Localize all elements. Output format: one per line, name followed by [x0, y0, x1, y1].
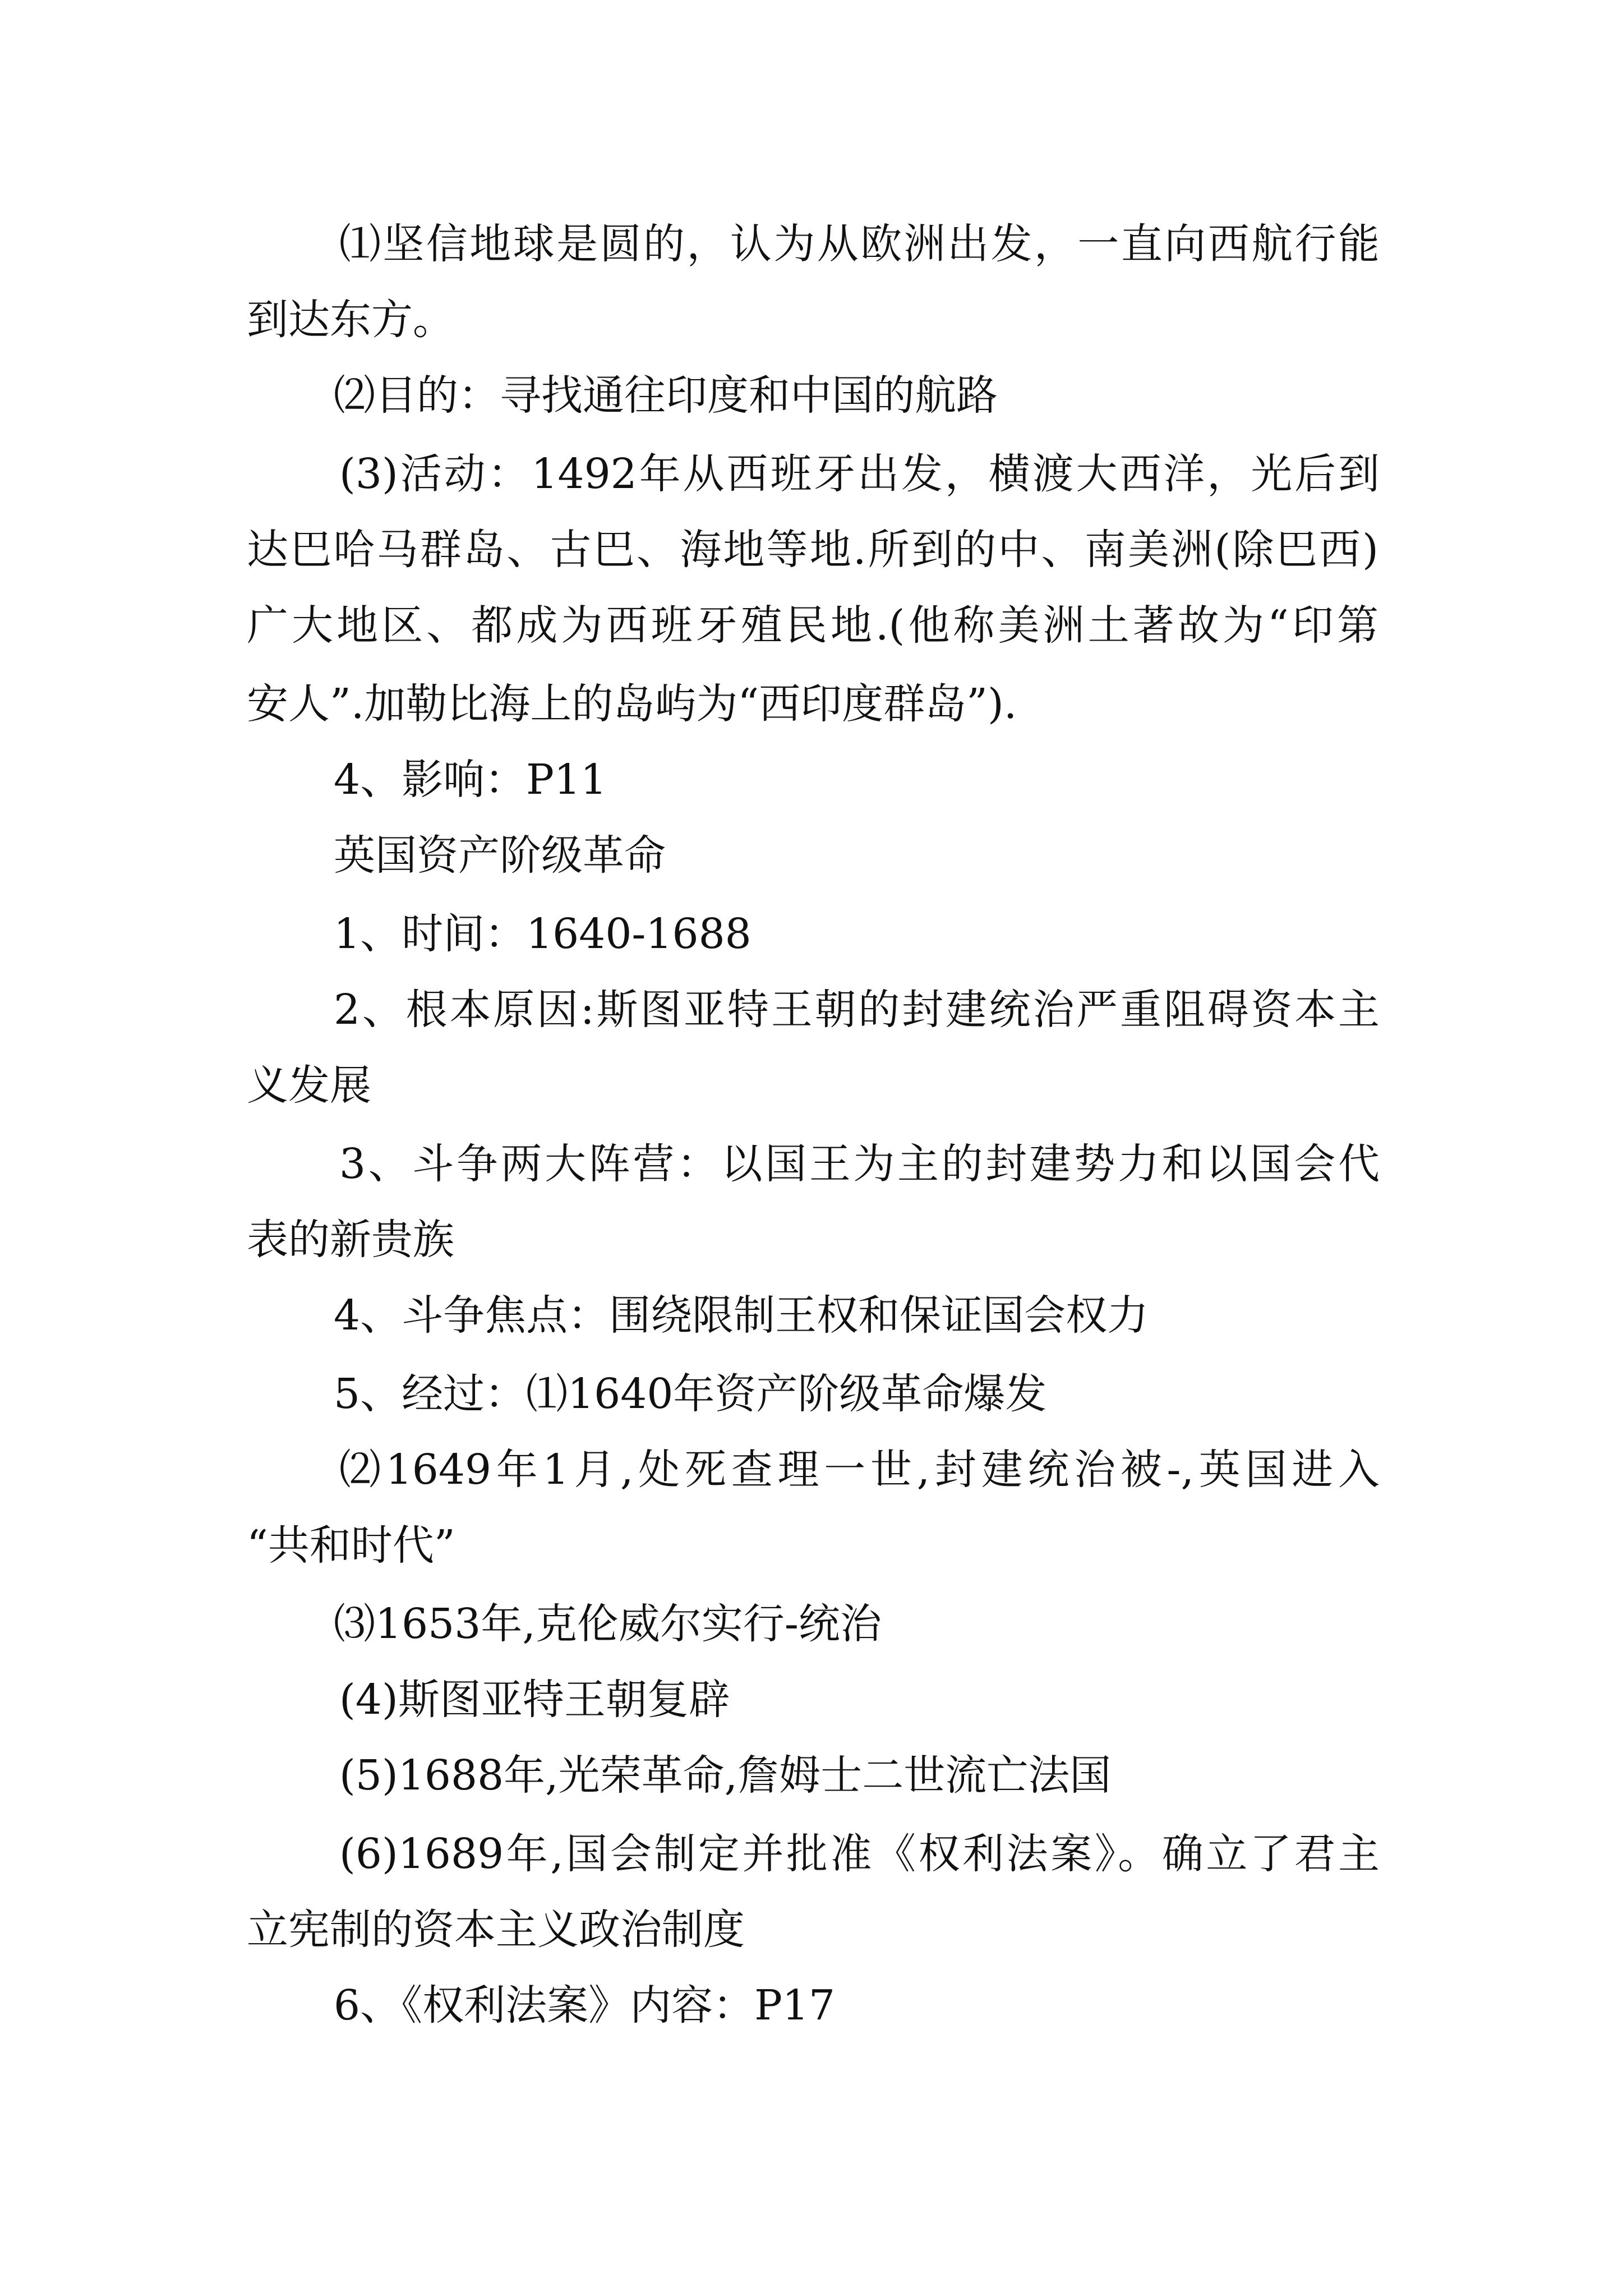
text-line: 表的新贵族	[247, 1216, 454, 1264]
text-line: (3)活动：1492年从西班牙出发，横渡大西洋，光后到	[339, 450, 1380, 498]
text-line: “共和时代”	[247, 1521, 455, 1570]
text-line: 达巴哈马群岛、古巴、海地等地.所到的中、南美洲(除巴西)	[247, 526, 1378, 574]
text-line: 3、斗争两大阵营：以国王为主的封建势力和以国会代	[339, 1140, 1380, 1188]
text-line: 1、时间：1640-1688	[334, 910, 751, 958]
text-line: 立宪制的资本主义政治制度	[247, 1906, 745, 1954]
text-line: (6)1689年,国会制定并批准《权利法案》。确立了君主	[339, 1830, 1380, 1878]
text-line: 广大地区、都成为西班牙殖民地.(他称美洲土著故为“印第	[247, 601, 1378, 650]
text-line: 义发展	[247, 1061, 371, 1110]
section-heading: 英国资产阶级革命	[334, 831, 666, 880]
text-line: 4、影响：P11	[334, 756, 607, 804]
text-line: 2、根本原因:斯图亚特王朝的封建统治严重阻碍资本主	[334, 986, 1380, 1034]
text-line: 6、《权利法案》内容：P17	[334, 1981, 836, 2030]
text-line: ⑵1649年1月,处死查理一世,封建统治被-,英国进入	[339, 1446, 1380, 1494]
text-line: 安人”.加勒比海上的岛屿为“西印度群岛”).	[247, 680, 1017, 728]
text-line: (5)1688年,光荣革命,詹姆士二世流亡法国	[339, 1751, 1112, 1800]
text-line: 4、斗争焦点：围绕限制王权和保证国会权力	[334, 1291, 1149, 1340]
text-line: ⑵目的：寻找通往印度和中国的航路	[334, 371, 998, 420]
text-line: 到达东方。	[247, 296, 454, 344]
text-line: (4)斯图亚特王朝复辟	[339, 1676, 730, 1724]
text-line: 5、经过：⑴1640年资产阶级革命爆发	[334, 1370, 1047, 1418]
text-line: ⑴坚信地球是圆的，认为从欧洲出发，一直向西航行能	[339, 220, 1380, 268]
text-line: ⑶1653年,克伦威尔实行-统治	[334, 1600, 882, 1648]
